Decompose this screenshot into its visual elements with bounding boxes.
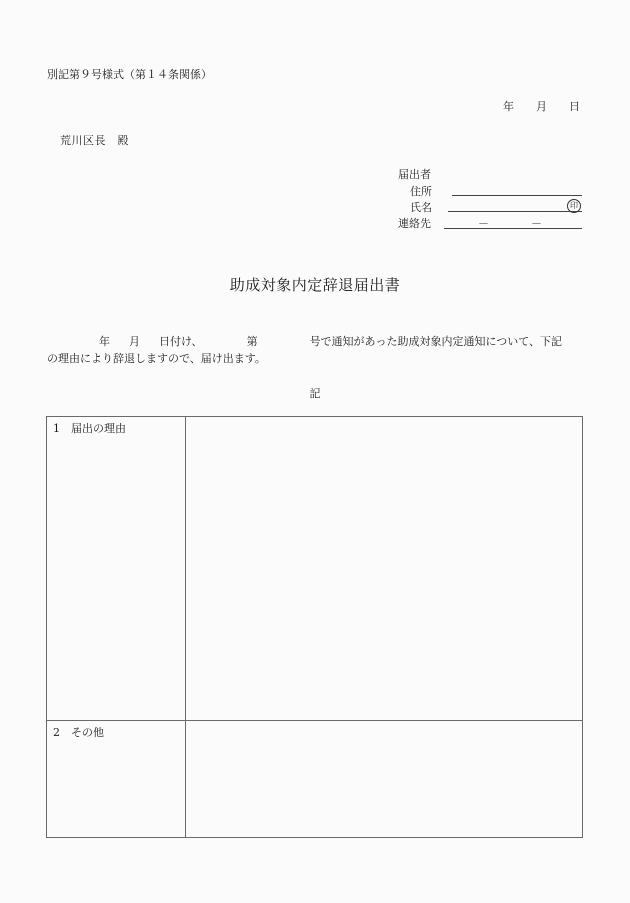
contact-separator: －	[478, 217, 489, 230]
reason-label: 1 届出の理由	[47, 417, 186, 721]
body-text-line-2: の理由により辞退しますので、届け出ます。	[47, 352, 266, 365]
date-month-label: 月	[536, 100, 547, 113]
body-day-suffix: 日付け、	[159, 335, 203, 348]
other-field[interactable]	[186, 720, 583, 837]
body-text-rest: 号で通知があった助成対象内定通知について、下記	[309, 335, 563, 348]
date-year-label: 年	[503, 100, 514, 113]
name-field[interactable]	[448, 211, 582, 212]
body-text-line-1	[47, 333, 562, 349]
address-field[interactable]	[452, 195, 582, 196]
other-label: 2 その他	[47, 720, 186, 837]
body-number-prefix: 第	[246, 335, 258, 348]
contact-field[interactable]	[444, 228, 582, 229]
address-label: 住所	[410, 185, 432, 198]
seal-icon: 印	[567, 199, 581, 213]
applicant-title: 届出者	[398, 168, 431, 181]
contact-label: 連絡先	[398, 217, 431, 230]
form-header: 別記第９号様式（第１４条関係）	[47, 68, 212, 81]
body-year-label: 年	[99, 335, 110, 348]
table-row-other	[47, 720, 583, 837]
addressee: 荒川区長 殿	[60, 134, 129, 147]
ki-heading: 記	[309, 387, 321, 400]
date-day-label: 日	[569, 100, 580, 113]
body-month-label: 月	[129, 335, 140, 348]
table-row-reason	[47, 417, 583, 721]
contact-separator: －	[531, 217, 542, 230]
document-title: 助成対象内定辞退届出書	[229, 276, 401, 294]
reason-field[interactable]	[186, 417, 583, 721]
submission-date	[503, 98, 580, 114]
detail-table	[46, 416, 583, 838]
name-label: 氏名	[410, 201, 432, 214]
